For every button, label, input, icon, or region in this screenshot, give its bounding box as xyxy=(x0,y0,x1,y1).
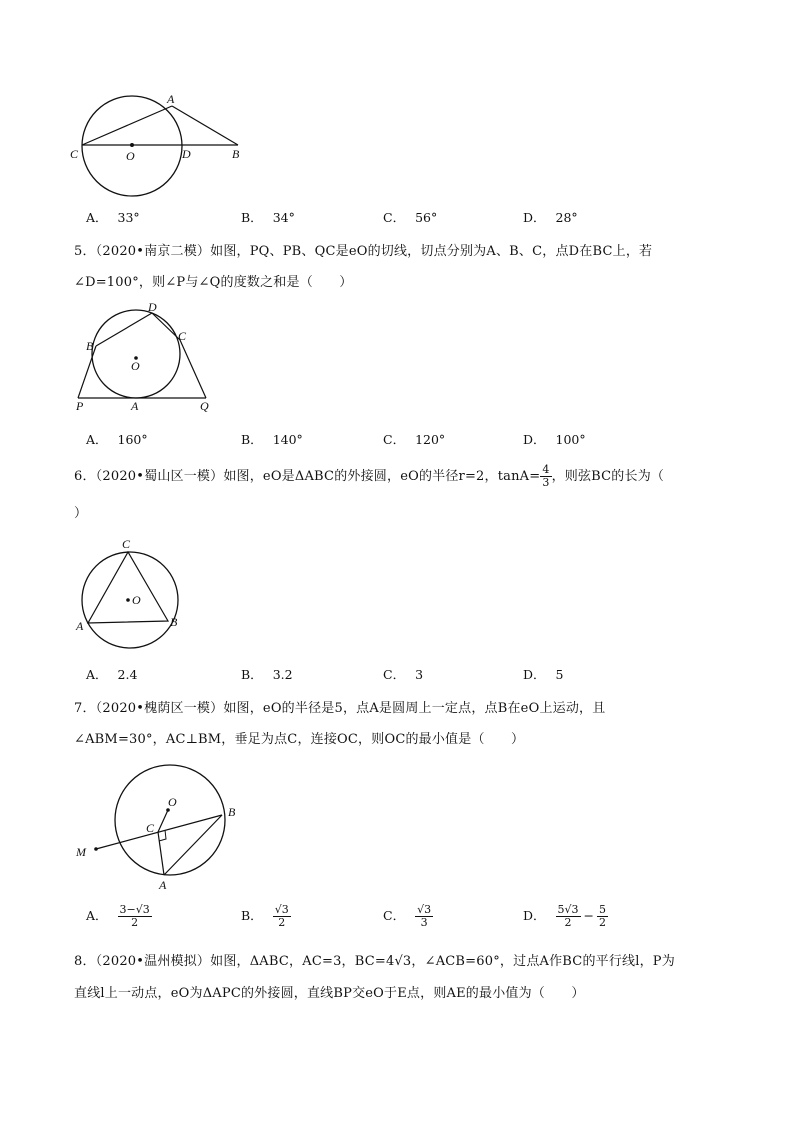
q6-choice-b[interactable]: B． 3.2 xyxy=(241,667,293,682)
q7-point-M-dot xyxy=(94,847,98,851)
q7-choices xyxy=(86,904,726,940)
q4-label-B: B xyxy=(232,147,240,161)
q6-choices xyxy=(86,665,726,685)
q5-line-DC xyxy=(152,313,180,340)
q4-choice-a[interactable]: A． 33° xyxy=(86,210,140,225)
q4-choice-c[interactable]: C． 56° xyxy=(383,210,438,225)
q5-line-QC xyxy=(180,340,206,398)
q6-label-O: O xyxy=(132,593,141,607)
q7-label-M: M xyxy=(76,845,86,859)
q5-choice-c[interactable]: C． 120° xyxy=(383,432,446,447)
q5-tangent-lines xyxy=(78,346,96,398)
q5-figure xyxy=(66,300,226,418)
q5-label-Q: Q xyxy=(200,399,209,413)
q4-label-D: D xyxy=(182,147,191,161)
q8-question-line1: 8．（2020•温州模拟）如图，ΔABC，AC=3，BC=4√3，∠ACB=60°，过点A作BC的平行线l，P为 xyxy=(74,954,675,969)
q5-line-BD xyxy=(96,313,152,346)
q7-circle xyxy=(115,765,225,875)
q7-label-B: B xyxy=(228,805,236,819)
q4-label-O: O xyxy=(126,149,135,163)
q8-question-line2: 直线l上一动点，eO为ΔAPC的外接圆，直线BP交eO于E点，则AE的最小值为（ ） xyxy=(74,986,585,1001)
q5-label-O: O xyxy=(131,359,140,373)
q5-label-P: P xyxy=(76,399,84,413)
q4-label-A: A xyxy=(167,92,175,106)
q5-label-C: C xyxy=(178,329,187,343)
q6-tan-fraction: $\frac{4}{3}$ xyxy=(542,463,550,489)
q6-circle xyxy=(82,552,178,648)
q7-figure xyxy=(70,762,250,892)
q7-label-C: C xyxy=(146,821,155,835)
q7-label-O: O xyxy=(168,795,177,809)
q7-line-CA xyxy=(158,832,164,875)
q6-question-line2: ） xyxy=(74,506,88,521)
q6-choice-c[interactable]: C． 3 xyxy=(383,667,424,682)
q5-choices xyxy=(86,430,726,450)
q5-choice-d[interactable]: D． 100° xyxy=(523,432,586,447)
q7-label-A: A xyxy=(159,878,167,892)
q7-choice-b[interactable]: B． $\frac{√3}{2}$ xyxy=(241,903,289,929)
q7-choice-d[interactable]: D． $\frac{5√3}{2}$ − $\frac{5}{2}$ xyxy=(523,903,607,929)
q4-label-C: C xyxy=(70,147,79,161)
q7-choice-a[interactable]: A． $\frac{3-√3}{2}$ xyxy=(86,903,150,929)
q6-choice-d[interactable]: D． 5 xyxy=(523,667,564,682)
q5-choice-b[interactable]: B． 140° xyxy=(241,432,303,447)
q5-label-D: D xyxy=(148,300,157,314)
q7-line-OC xyxy=(158,810,168,832)
q4-figure xyxy=(60,86,260,206)
q6-choice-a[interactable]: A． 2.4 xyxy=(86,667,138,682)
q5-label-B: B xyxy=(86,339,94,353)
q4-choice-b[interactable]: B． 34° xyxy=(241,210,295,225)
q6-figure xyxy=(70,532,200,652)
q4-choice-d[interactable]: D． 28° xyxy=(523,210,578,225)
q5-question-line2: ∠D=100°，则∠P与∠Q的度数之和是（ ） xyxy=(74,275,353,290)
q6-label-C: C xyxy=(122,537,131,551)
q7-question-line2: ∠ABM=30°，AC⊥BM，垂足为点C，连接OC，则OC的最小值是（ ） xyxy=(74,732,525,747)
q5-circle xyxy=(92,310,180,398)
q7-line-BA xyxy=(164,815,222,875)
q6-label-A: A xyxy=(76,619,84,633)
q7-question-line1: 7．（2020•槐荫区一模）如图，eO的半径是5，点A是圆周上一定点，点B在eO上运动，且 xyxy=(74,701,606,716)
q6-label-B: B xyxy=(170,615,178,629)
q6-question-line1: 6．（2020•蜀山区一模）如图，eO是ΔABC的外接圆，eO的半径r=2，tanA= $\frac{4}{3}$ ，则弦BC的长为（ xyxy=(74,463,665,489)
q5-choice-a[interactable]: A． 160° xyxy=(86,432,148,447)
q5-label-A: A xyxy=(131,399,139,413)
q4-center-dot xyxy=(130,143,134,147)
q7-choice-c[interactable]: C． $\frac{√3}{3}$ xyxy=(383,903,432,929)
q6-center-dot xyxy=(126,598,130,602)
q4-choices xyxy=(86,208,726,228)
q5-question-line1: 5．（2020•南京二模）如图，PQ、PB、QC是eO的切线，切点分别为A、B、C，点D在BC上，若 xyxy=(74,244,653,259)
